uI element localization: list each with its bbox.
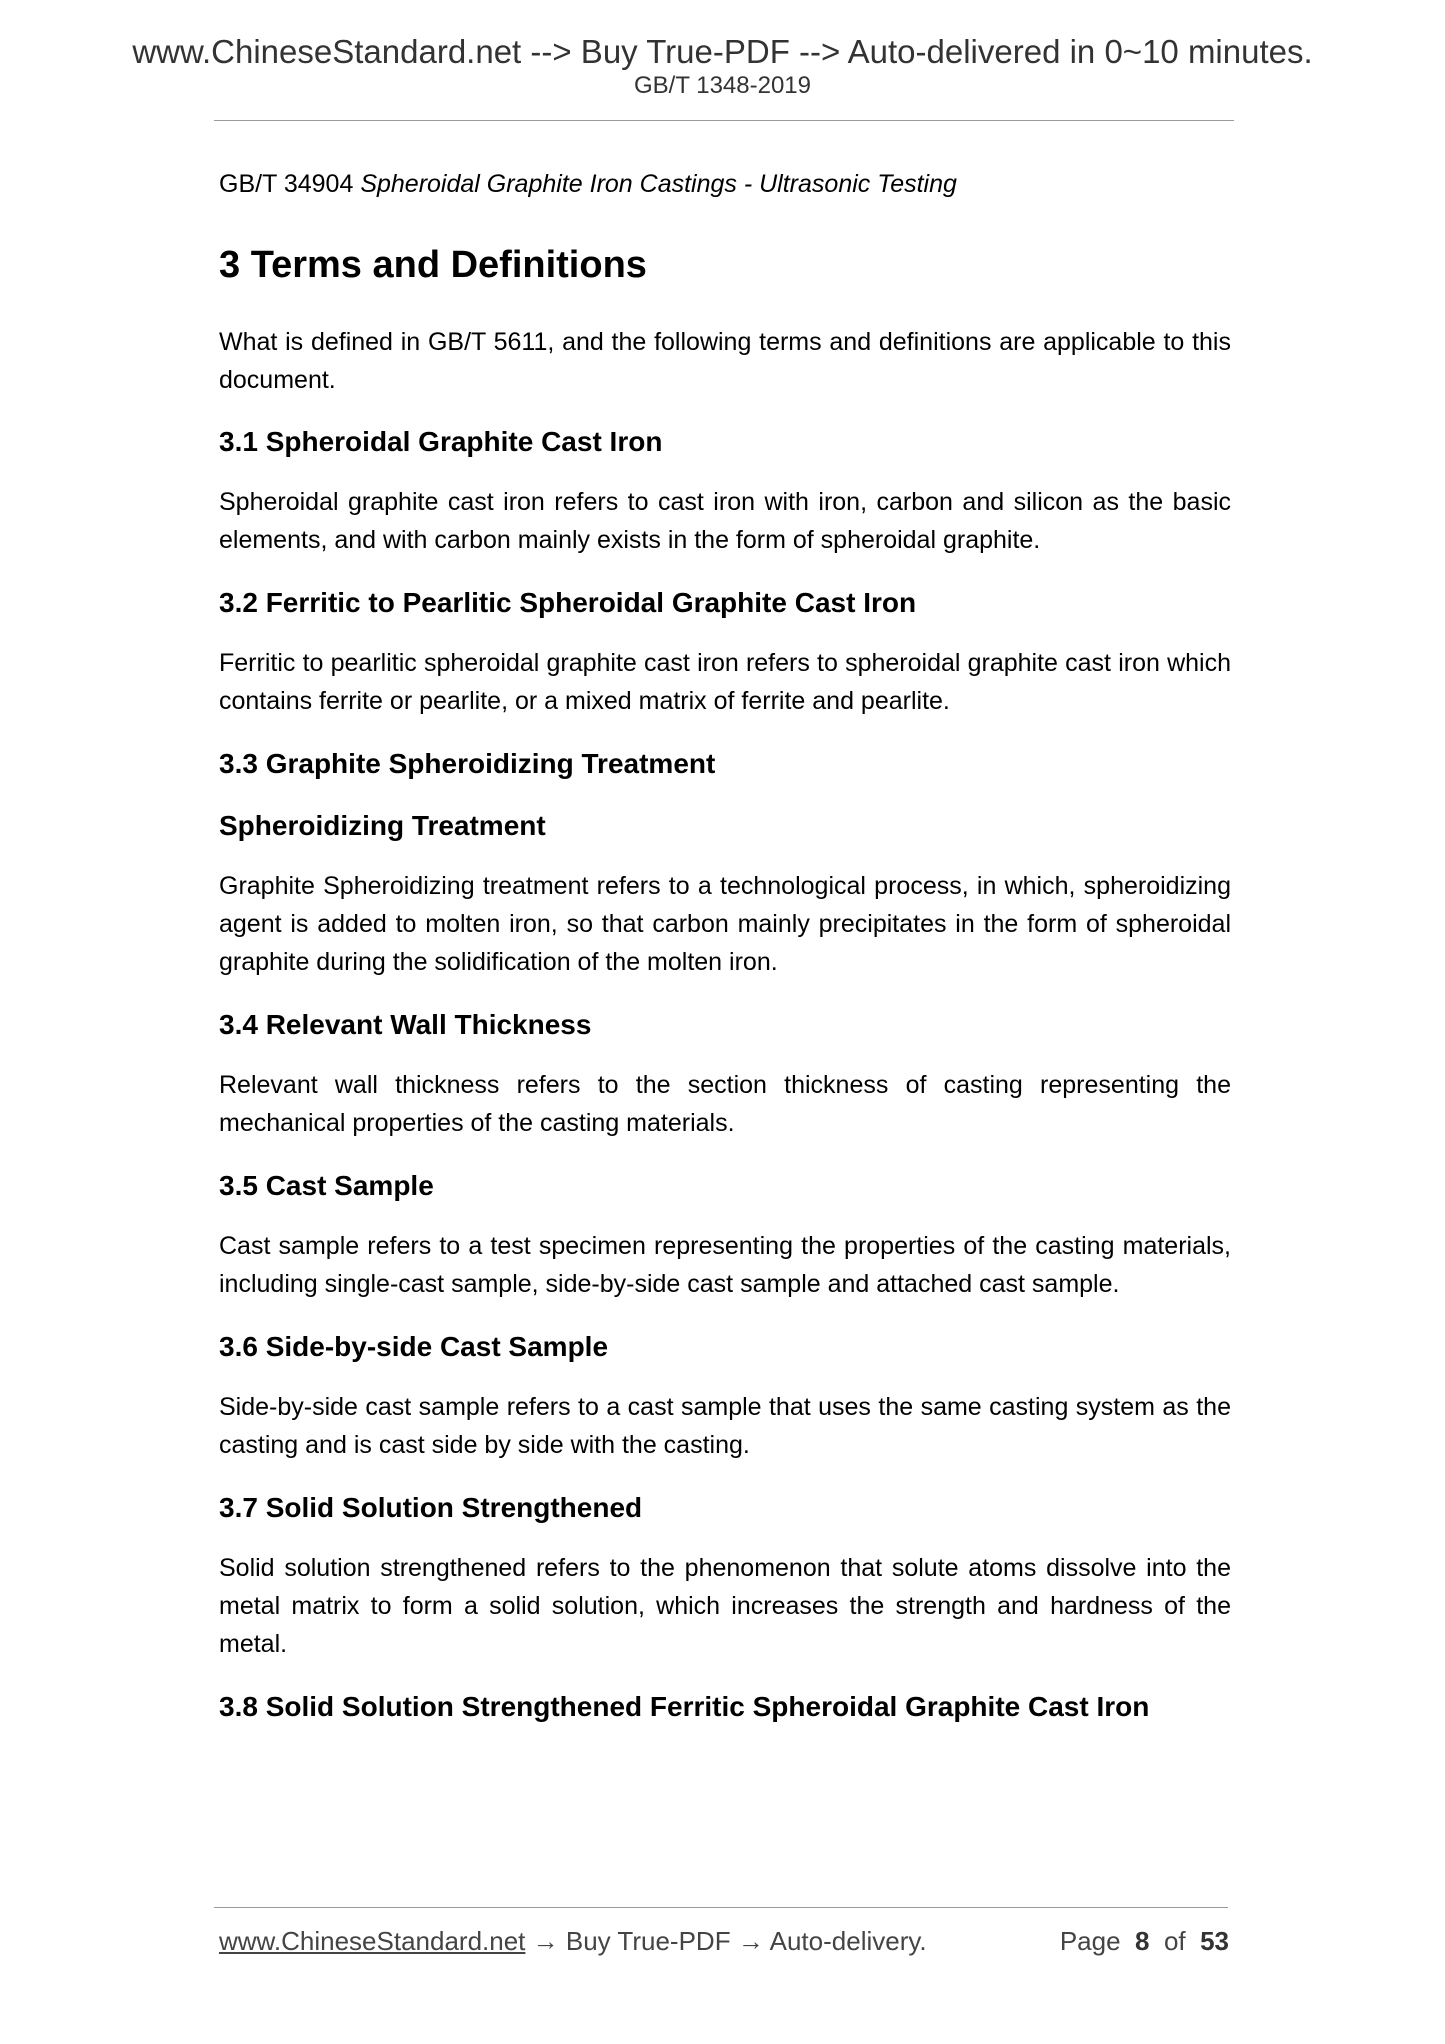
term-definition-3-3: Graphite Spheroidizing treatment refers to a technological process, in which, spheroidizing agent is added to molten iron, so that carbon mainly precipitates in the form of spheroidal graphite during the solidification of the molten iron.	[219, 872, 1231, 976]
term-heading-3-3: 3.3 Graphite Spheroidizing Treatment	[219, 748, 716, 779]
term-definition-3-5: Cast sample refers to a test specimen representing the properties of the casting materials, including single-cast sample, side-by-side cast sample and attached cast sample.	[219, 1232, 1231, 1298]
header-banner[interactable]: www.ChineseStandard.net --> Buy True-PDF --> Auto-delivered in 0~10 minutes.	[132, 33, 1313, 70]
term-heading-3-1: 3.1 Spheroidal Graphite Cast Iron	[219, 426, 663, 457]
section-intro: What is defined in GB/T 5611, and the following terms and definitions are applicable to this document.	[219, 328, 1231, 394]
page-of: of	[1163, 1926, 1186, 1956]
reference-title: Spheroidal Graphite Iron Castings - Ultrasonic Testing	[360, 170, 957, 198]
footer-website-link[interactable]: www.ChineseStandard.net	[219, 1926, 526, 1956]
page-number	[1060, 1924, 1229, 1958]
page-total: 53	[1200, 1926, 1229, 1956]
term-definition-3-7: Solid solution strengthened refers to the phenomenon that solute atoms dissolve into the metal matrix to form a solid solution, which increases the strength and hardness of the metal.	[219, 1554, 1231, 1658]
reference-code: GB/T 34904	[219, 170, 354, 198]
arrow-right-icon: →	[532, 1926, 559, 1956]
term-definition-3-1: Spheroidal graphite cast iron refers to cast iron with iron, carbon and silicon as the basic elements, and with carbon mainly exists in the form of spheroidal graphite.	[219, 488, 1231, 554]
term-definition-3-6: Side-by-side cast sample refers to a cast sample that uses the same casting system as the casting and is cast side by side with the casting.	[219, 1393, 1231, 1459]
arrow-right-icon: →	[737, 1926, 764, 1956]
page-body	[219, 166, 1231, 1748]
page-current: 8	[1135, 1926, 1150, 1956]
footer-buy-text: Buy True-PDF	[565, 1926, 731, 1956]
header-document-code: GB/T 1348-2019	[633, 72, 811, 99]
term-heading-3-4: 3.4 Relevant Wall Thickness	[219, 1009, 592, 1040]
footer-delivery-text: Auto-delivery.	[769, 1926, 927, 1956]
page-label: Page	[1059, 1926, 1121, 1956]
footer-divider	[214, 1907, 1228, 1908]
term-definition-3-2: Ferritic to pearlitic spheroidal graphite cast iron refers to spheroidal graphite cast iron which contains ferrite or pearlite, or a mixed matrix of ferrite and pearlite.	[219, 649, 1231, 715]
term-definition-3-4: Relevant wall thickness refers to the section thickness of casting representing the mechanical properties of the casting materials.	[219, 1071, 1231, 1137]
term-alt-heading-3-3: Spheroidizing Treatment	[219, 810, 546, 841]
header-divider	[214, 120, 1234, 121]
term-heading-3-2: 3.2 Ferritic to Pearlitic Spheroidal Graphite Cast Iron	[219, 587, 917, 618]
term-heading-3-8: 3.8 Solid Solution Strengthened Ferritic Spheroidal Graphite Cast Iron	[219, 1691, 1150, 1722]
term-heading-3-5: 3.5 Cast Sample	[219, 1170, 434, 1201]
page-footer	[219, 1924, 1229, 1958]
term-heading-3-6: 3.6 Side-by-side Cast Sample	[219, 1331, 609, 1362]
normative-reference	[219, 166, 1231, 202]
term-heading-3-7: 3.7 Solid Solution Strengthened	[219, 1492, 643, 1523]
section-title: 3 Terms and Definitions	[219, 244, 647, 286]
